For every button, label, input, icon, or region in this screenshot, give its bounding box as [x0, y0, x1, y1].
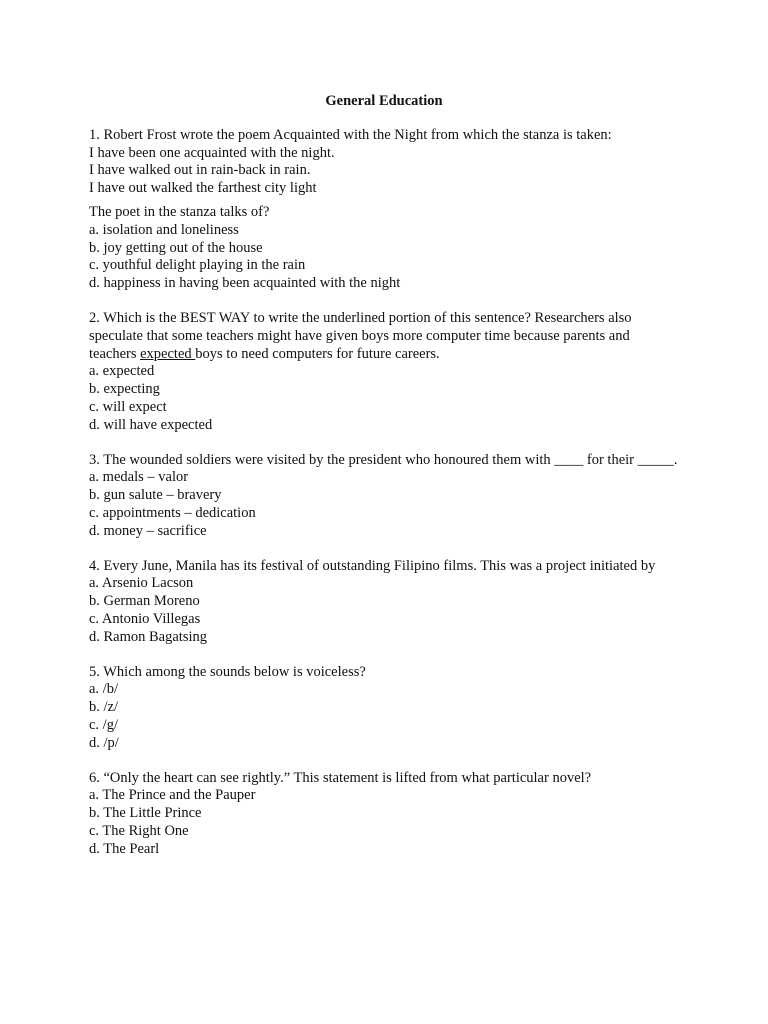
option-d: d. Ramon Bagatsing [89, 628, 208, 645]
option-a: a. isolation and loneliness [89, 221, 239, 238]
option-a: a. The Prince and the Pauper [89, 787, 256, 804]
option-a: a. /b/ [89, 681, 118, 698]
stem-text: boys to need computers for future careers. [195, 345, 440, 362]
option-c: c. /g/ [89, 716, 118, 733]
option-c: c. will expect [89, 398, 167, 415]
poem-line: I have been one acquainted with the night. [89, 144, 335, 161]
poem-line: I have walked out in rain-back in rain. [89, 162, 311, 179]
option-d: d. money – sacrifice [89, 522, 207, 539]
question-stem: 1. Robert Frost wrote the poem Acquainted with the Night from which the stanza is taken: [89, 126, 612, 143]
page-title: General Education [325, 93, 443, 109]
question-4 [89, 558, 679, 647]
option-d: d. /p/ [89, 734, 119, 751]
question-stem: 5. Which among the sounds below is voiceless? [89, 663, 366, 680]
option-a: a. Arsenio Lacson [89, 575, 194, 592]
option-c: c. appointments – dedication [89, 504, 256, 521]
option-d: d. happiness in having been acquainted with the night [89, 275, 401, 292]
question-prompt: The poet in the stanza talks of? [89, 203, 270, 220]
question-stem: 3. The wounded soldiers were visited by the president who honoured them with ____ for their _____. [89, 451, 678, 468]
question-2 [89, 310, 679, 435]
option-a: a. expected [89, 363, 155, 380]
stem-text: 2. Which is the BEST WAY to write the underlined portion of this sentence? Researchers also speculate that some teachers might have given boys more computer time because parents and teachers [89, 309, 632, 362]
underlined-text: expected [140, 345, 196, 362]
question-3 [89, 452, 679, 541]
option-d: d. will have expected [89, 416, 213, 433]
option-d: d. The Pearl [89, 840, 160, 857]
option-b: b. expecting [89, 381, 160, 398]
option-b: b. joy getting out of the house [89, 239, 263, 256]
document-page [89, 93, 679, 875]
option-c: c. youthful delight playing in the rain [89, 257, 306, 274]
question-6 [89, 770, 679, 859]
question-stem: 4. Every June, Manila has its festival of outstanding Filipino films. This was a project initiated by [89, 557, 656, 574]
question-stem [89, 310, 679, 363]
question-1 [89, 127, 679, 293]
option-c: c. Antonio Villegas [89, 610, 201, 627]
option-b: b. The Little Prince [89, 805, 202, 822]
option-b: b. gun salute – bravery [89, 487, 222, 504]
option-b: b. /z/ [89, 699, 118, 716]
option-a: a. medals – valor [89, 469, 189, 486]
question-stem: 6. “Only the heart can see rightly.” This statement is lifted from what particular novel? [89, 769, 592, 786]
option-b: b. German Moreno [89, 593, 200, 610]
option-c: c. The Right One [89, 822, 189, 839]
poem-line: I have out walked the farthest city light [89, 180, 317, 197]
question-5 [89, 664, 679, 753]
